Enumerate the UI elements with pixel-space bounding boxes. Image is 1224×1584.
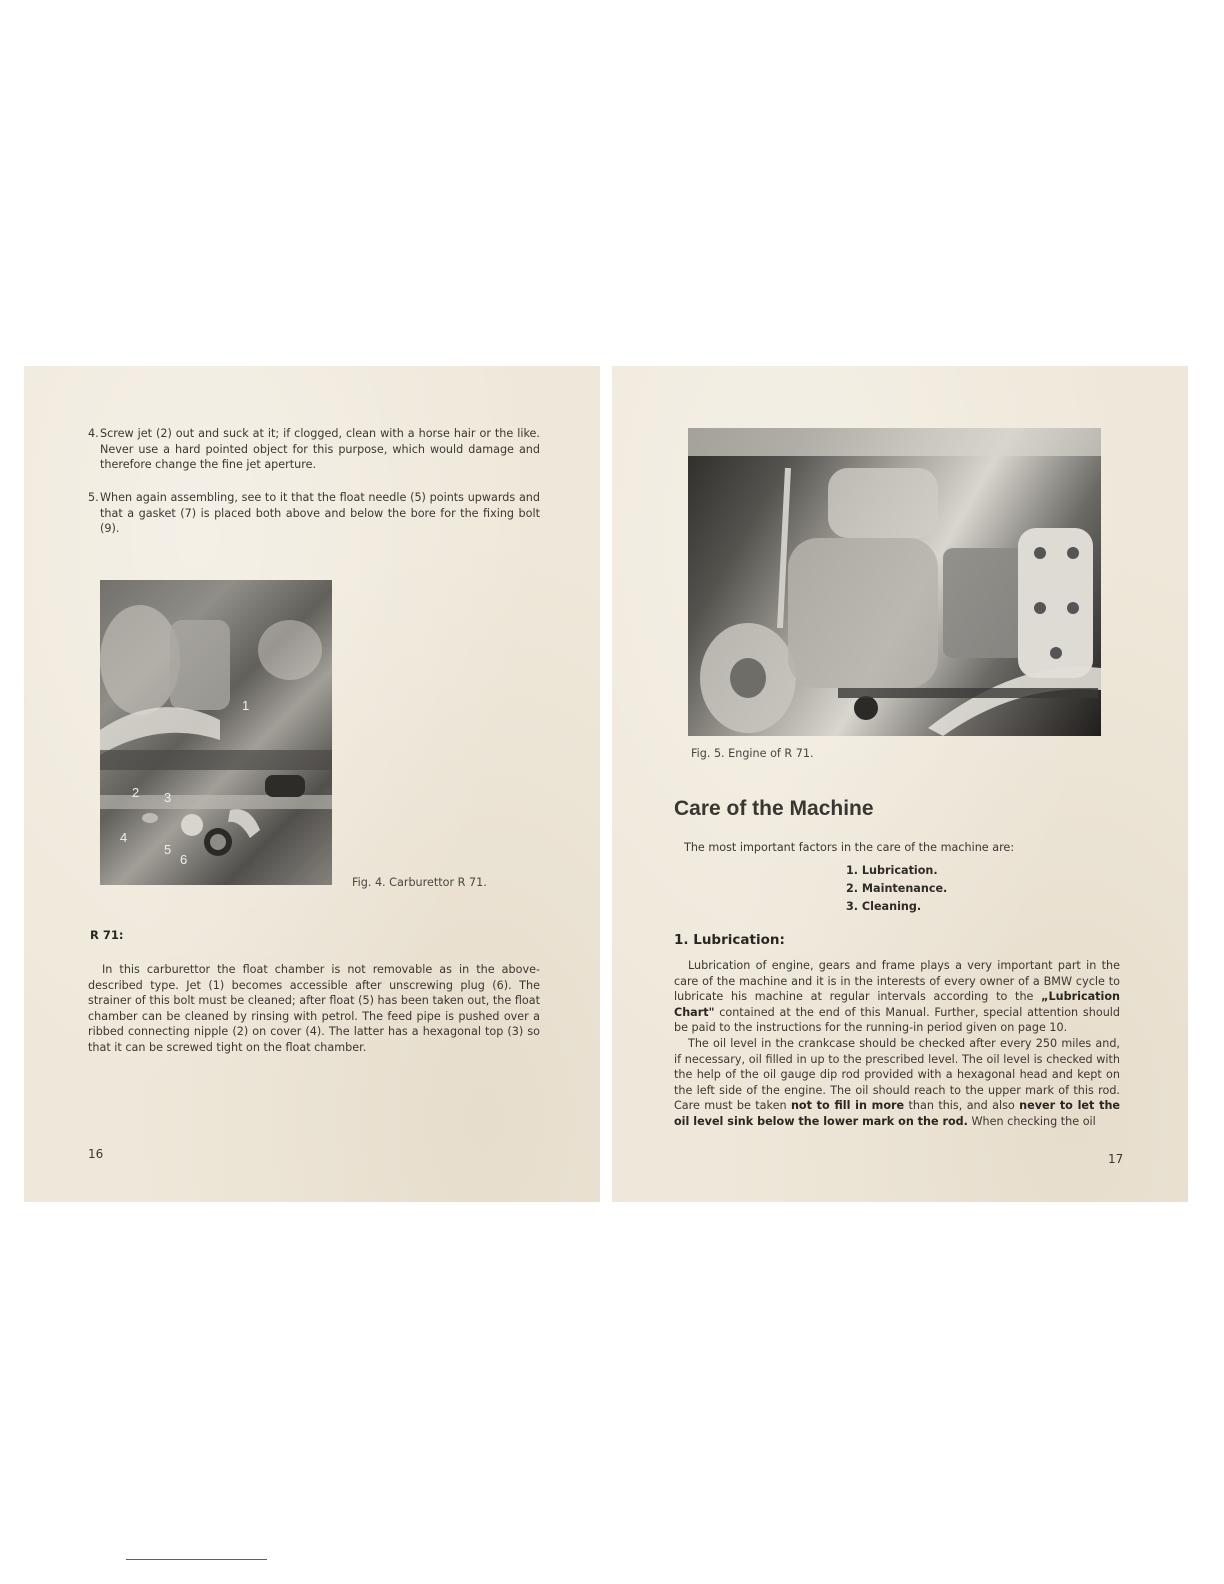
callout-5: 5 [164,842,172,857]
item-text: When again assembling, see to it that the float needle (5) points upwards and that a gasket (7) is placed both above and below the bore for the fixing bolt (9). [100,491,540,536]
callout-1: 1 [242,698,250,713]
page-number: 17 [1108,1152,1124,1166]
text-run: than this, and also [904,1099,1020,1113]
callout-4: 4 [120,830,128,845]
lubrication-heading: 1. Lubrication: [674,932,785,948]
text-run: When checking the oil [967,1114,1096,1128]
link-underline [126,1559,267,1560]
section-title: Care of the Machine [674,797,874,820]
item-text: Screw jet (2) out and suck at it; if clogged, clean with a horse hair or the like. Never use a hard pointed object for this purpose, which would damage and therefore change the fine jet aperture. [100,427,540,472]
item-number: 4. [88,427,99,440]
text-run: The oil level in the crankcase should be checked after every 250 miles and, if necessary, oil filled in up to the prescribed level. The oil level is checked with the help of the oil gauge dip rod provided with a hexagonal head and kept on the left side of the engine. The oil should reach to the upper mark of this rod. Care must be taken [674,1037,1120,1113]
carburettor-photo [100,580,332,885]
r71-paragraph: In this carburettor the float chamber is not removable as in the above-described type. Jet (1) becomes accessible after unscrewing plug (6). The strainer of this bolt must be cleaned; after float (5) has been taken out, the float chamber can be cleaned by rinsing with petrol. The feed pipe is pushed over a ribbed connecting nipple (2) on cover (4). The latter has a hexagonal top (3) so that it can be screwed tight on the float chamber. [88,963,540,1054]
emphasis-text: never to let the oil level sink below the lower mark on the rod. [674,1099,1120,1128]
engine-photo [688,428,1101,736]
intro-text: The most important factors in the care of the machine are: [684,841,1015,854]
text-run: contained at the end of this Manual. Further, special attention should be paid to the instructions for the running-in period given on page 10. [674,1005,1120,1035]
instruction-item-5 [88,490,540,537]
figure-caption: Fig. 5. Engine of R 71. [691,747,814,760]
carburettor-illustration [100,580,332,885]
page-number: 16 [88,1147,104,1161]
callout-2: 2 [132,785,140,800]
lubrication-chart-reference: „Lubrication Chart" [674,990,1120,1019]
callout-3: 3 [164,790,172,805]
lubrication-paragraph-2 [674,1036,1120,1130]
right-page [612,366,1188,1202]
factor-cleaning: 3. Cleaning. [846,900,922,913]
figure-caption: Fig. 4. Carburettor R 71. [352,876,487,889]
text-run: Lubrication of engine, gears and frame plays a very important part in the care of the machine and it is in the interests of every owner of a BMW cycle to lubricate his machine at regular intervals according to the [674,959,1120,1004]
item-number: 5. [88,491,99,504]
factors-list [846,862,947,916]
emphasis-text: not to fill in more [790,1099,905,1113]
factor-lubrication: 1. Lubrication. [846,864,938,877]
callout-6: 6 [180,852,188,867]
instruction-item-4 [88,426,540,473]
r71-heading: R 71: [90,928,124,942]
left-page [24,366,600,1202]
engine-illustration [688,428,1101,736]
lubrication-paragraph-1 [674,958,1120,1036]
factor-maintenance: 2. Maintenance. [846,882,948,895]
